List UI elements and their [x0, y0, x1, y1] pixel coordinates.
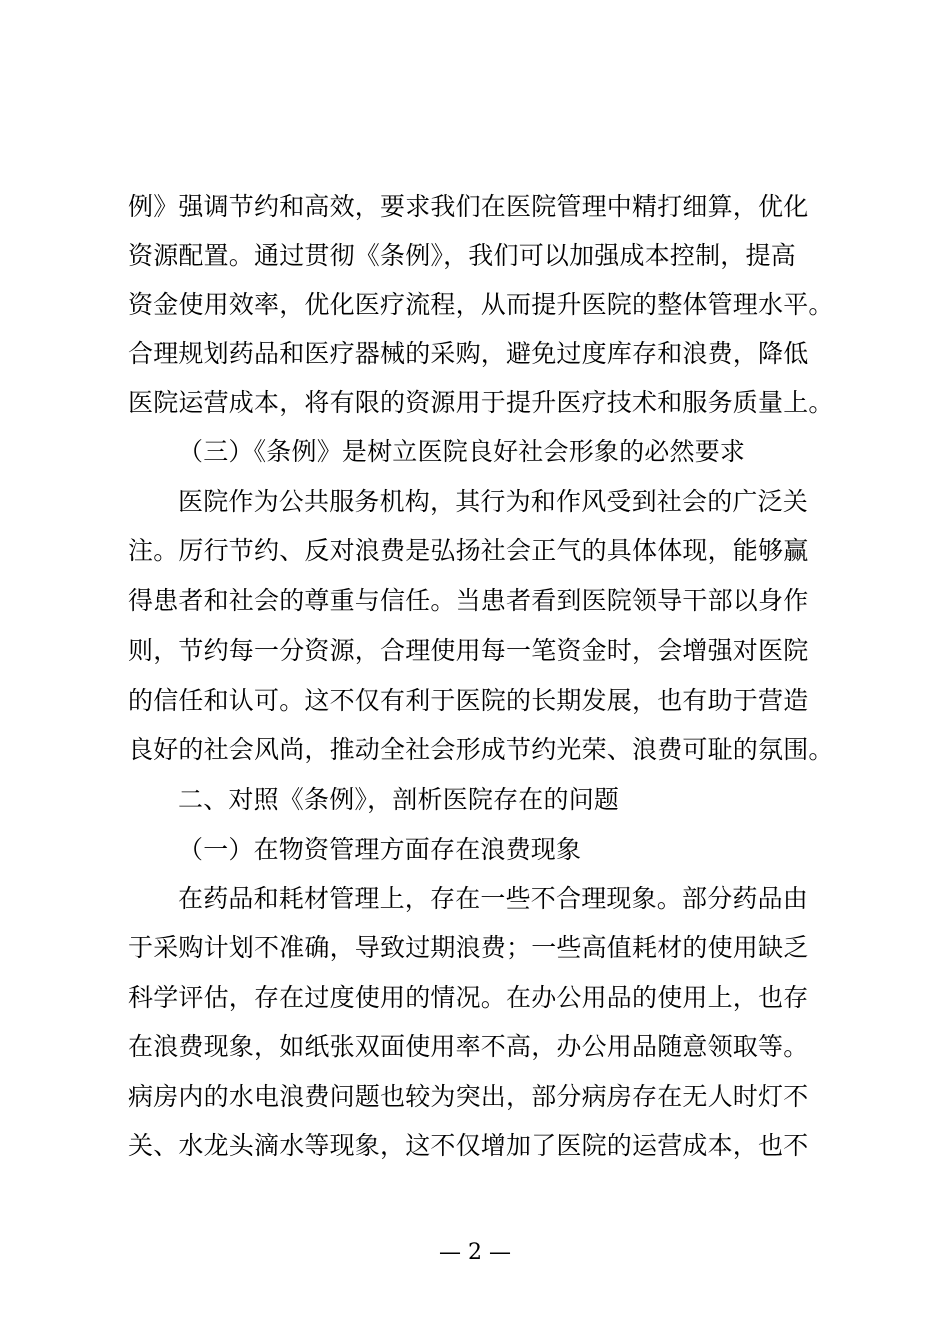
section-heading: （三）《条例》是树立医院良好社会形象的必然要求 — [178, 437, 746, 466]
body-text-line: 在浪费现象，如纸张双面使用率不高，办公用品随意领取等。 — [128, 1032, 809, 1061]
paragraph-first-line: 在药品和耗材管理上，存在一些不合理现象。部分药品由 — [178, 884, 809, 913]
body-text-line: 科学评估，存在过度使用的情况。在办公用品的使用上，也存 — [128, 983, 809, 1012]
body-text-line: 资源配置。通过贯彻《条例》，我们可以加强成本控制，提高 — [128, 241, 796, 270]
body-text-line: 注。厉行节约、反对浪费是弘扬社会正气的具体体现，能够赢 — [128, 536, 809, 565]
body-text-line: 例》强调节约和高效，要求我们在医院管理中精打细算，优化 — [128, 192, 809, 221]
body-text-line: 良好的社会风尚，推动全社会形成节约光荣、浪费可耻的氛围。 — [128, 735, 834, 764]
section-heading: （一）在物资管理方面存在浪费现象 — [178, 835, 582, 864]
body-text-line: 的信任和认可。这不仅有利于医院的长期发展，也有助于营造 — [128, 686, 809, 715]
body-text-line: 合理规划药品和医疗器械的采购，避免过度库存和浪费，降低 — [128, 339, 809, 368]
body-text-line: 则，节约每一分资源，合理使用每一笔资金时，会增强对医院 — [128, 636, 809, 665]
body-text-line: 病房内的水电浪费问题也较为突出，部分病房存在无人时灯不 — [128, 1082, 809, 1111]
body-text-line: 医院运营成本，将有限的资源用于提升医疗技术和服务质量上。 — [128, 388, 834, 417]
page-number: — 2 — — [439, 1240, 511, 1265]
paragraph-first-line: 医院作为公共服务机构，其行为和作风受到社会的广泛关 — [178, 487, 809, 516]
body-text-line: 资金使用效率，优化医疗流程，从而提升医院的整体管理水平。 — [128, 290, 834, 319]
body-text-line: 关、水龙头滴水等现象，这不仅增加了医院的运营成本，也不 — [128, 1131, 809, 1160]
chapter-heading: 二、对照《条例》，剖析医院存在的问题 — [178, 785, 620, 814]
body-text-line: 得患者和社会的尊重与信任。当患者看到医院领导干部以身作 — [128, 586, 809, 615]
body-text-line: 于采购计划不准确，导致过期浪费；一些高值耗材的使用缺乏 — [128, 933, 809, 962]
